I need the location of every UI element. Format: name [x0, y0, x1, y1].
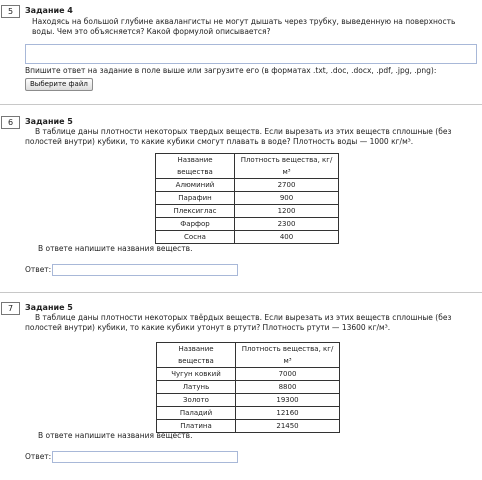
density-table: [155, 153, 339, 244]
question-text: В таблице даны плотности некоторых твёрдых веществ. Если вырезать из этих веществ сплошные (без полостей внутри) кубики, то какие кубики утонут в ртути? Плотность ртути — 13600 кг/м³.: [25, 313, 452, 332]
separator: [0, 104, 482, 105]
separator: [0, 292, 482, 293]
question-text: Находясь на большой глубине аквалангисты не могут дышать через трубку, выведенную на поверхность воды. Чем это объясняется? Какой формулой описывается?: [32, 17, 456, 36]
question-title: Задание 4: [25, 6, 73, 15]
table-cell: Латунь: [157, 381, 236, 394]
answer-textarea[interactable]: [25, 44, 477, 64]
question-number: 7: [1, 302, 20, 315]
question-number: 5: [1, 5, 20, 18]
table-cell: Паладий: [157, 407, 236, 420]
column-header: Название вещества: [156, 154, 235, 179]
table-header-row: [156, 154, 339, 179]
table-cell: Сосна: [156, 231, 235, 244]
table-cell: 19300: [236, 394, 340, 407]
table-row: [157, 407, 340, 420]
table-row: [157, 381, 340, 394]
answer-hint: В ответе напишите названия веществ.: [38, 431, 193, 440]
table-cell: 2300: [235, 218, 339, 231]
table-cell: Парафин: [156, 192, 235, 205]
table-row: [156, 205, 339, 218]
table-cell: Чугун ковкий: [157, 368, 236, 381]
upload-hint: Впишите ответ на задание в поле выше или загрузите его (в форматах .txt, .doc, .docx, .pdf, .jpg, .png):: [25, 66, 437, 75]
question-number: 6: [1, 116, 20, 129]
table-cell: 21450: [236, 420, 340, 433]
answer-label: Ответ:: [25, 265, 52, 274]
table-row: [156, 231, 339, 244]
table-cell: 1200: [235, 205, 339, 218]
table-header-row: [157, 343, 340, 368]
table-cell: Золото: [157, 394, 236, 407]
table-cell: Фарфор: [156, 218, 235, 231]
column-header: Плотность вещества, кг/м³: [236, 343, 340, 368]
table-row: [156, 192, 339, 205]
table-cell: 2700: [235, 179, 339, 192]
table-row: [156, 179, 339, 192]
table-cell: Алюминий: [156, 179, 235, 192]
answer-input[interactable]: [52, 451, 238, 463]
answer-input[interactable]: [52, 264, 238, 276]
table-cell: Платина: [157, 420, 236, 433]
table-cell: 7000: [236, 368, 340, 381]
table-row: [157, 368, 340, 381]
table-cell: Плексиглас: [156, 205, 235, 218]
density-table: [156, 342, 340, 433]
choose-file-button[interactable]: Выберите файл: [25, 78, 93, 91]
table-cell: 12160: [236, 407, 340, 420]
table-cell: 900: [235, 192, 339, 205]
question-title: Задание 5: [25, 303, 73, 312]
table-row: [157, 394, 340, 407]
answer-hint: В ответе напишите названия веществ.: [38, 244, 193, 253]
column-header: Название вещества: [157, 343, 236, 368]
table-cell: 400: [235, 231, 339, 244]
column-header: Плотность вещества, кг/м³: [235, 154, 339, 179]
answer-label: Ответ:: [25, 452, 52, 461]
question-title: Задание 5: [25, 117, 73, 126]
question-text: В таблице даны плотности некоторых твердых веществ. Если вырезать из этих веществ сплошные (без полостей внутри) кубики, то какие кубики смогут плавать в воде? Плотность воды — 1000 кг/м³.: [25, 127, 452, 146]
table-cell: 8800: [236, 381, 340, 394]
table-row: [156, 218, 339, 231]
